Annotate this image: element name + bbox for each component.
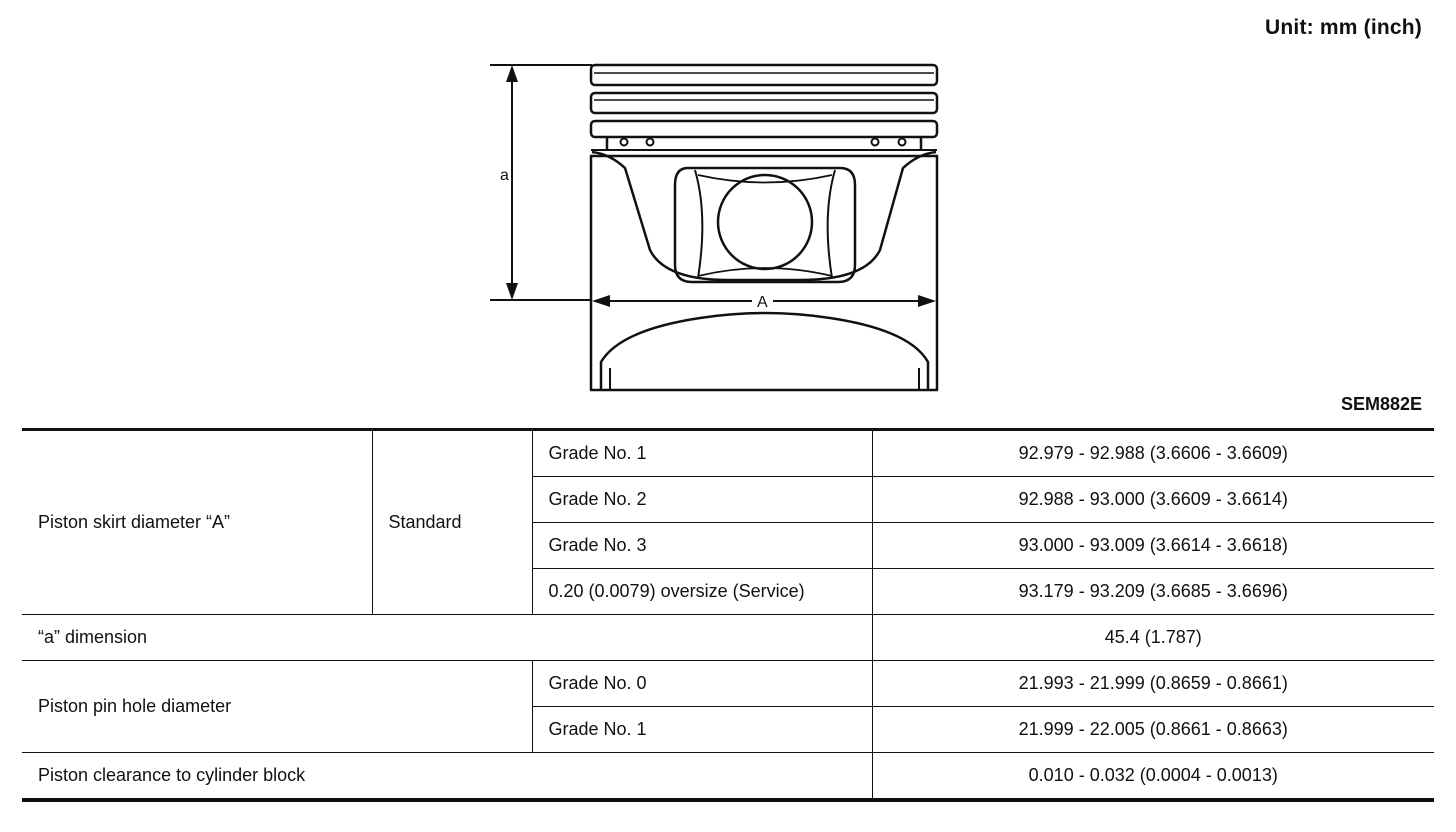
- spec-value: 21.993 - 21.999 (0.8659 - 0.8661): [872, 661, 1434, 707]
- grade-label: Grade No. 3: [532, 523, 872, 569]
- dimension-label-a: a: [500, 167, 509, 184]
- grade-label: 0.20 (0.0079) oversize (Service): [532, 569, 872, 615]
- grade-label: Grade No. 2: [532, 477, 872, 523]
- spec-value: 0.010 - 0.032 (0.0004 - 0.0013): [872, 753, 1434, 801]
- table-row: [22, 753, 1434, 801]
- spec-value: 93.179 - 93.209 (3.6685 - 3.6696): [872, 569, 1434, 615]
- spec-category: Standard: [372, 430, 532, 615]
- spec-label: Piston clearance to cylinder block: [22, 753, 872, 801]
- piston-skirt: [591, 156, 937, 390]
- ring-land-2: [591, 93, 937, 113]
- spec-label: Piston skirt diameter “A”: [22, 430, 372, 615]
- dimension-label-A: A: [757, 294, 768, 311]
- skirt-arch: [601, 313, 928, 390]
- grade-label: Grade No. 0: [532, 661, 872, 707]
- spec-value: 92.988 - 93.000 (3.6609 - 3.6614): [872, 477, 1434, 523]
- grade-label: Grade No. 1: [532, 707, 872, 753]
- unit-label: Unit: mm (inch): [1265, 16, 1422, 39]
- table-row: [22, 615, 1434, 661]
- piston-crown: [591, 65, 937, 85]
- spec-label: “a” dimension: [22, 615, 872, 661]
- pin-hole: [718, 175, 812, 269]
- ring-land-3: [591, 121, 937, 137]
- figure-id: SEM882E: [1340, 394, 1422, 414]
- spec-value: 21.999 - 22.005 (0.8661 - 0.8663): [872, 707, 1434, 753]
- spec-value: 92.979 - 92.988 (3.6606 - 3.6609): [872, 430, 1434, 477]
- table-row: [22, 430, 1434, 477]
- spec-value: 45.4 (1.787): [872, 615, 1434, 661]
- piston-diagram: [470, 50, 970, 400]
- grade-label: Grade No. 1: [532, 430, 872, 477]
- spec-table: [22, 428, 1434, 802]
- spec-label: Piston pin hole diameter: [22, 661, 532, 753]
- table-row: [22, 661, 1434, 707]
- spec-value: 93.000 - 93.009 (3.6614 - 3.6618): [872, 523, 1434, 569]
